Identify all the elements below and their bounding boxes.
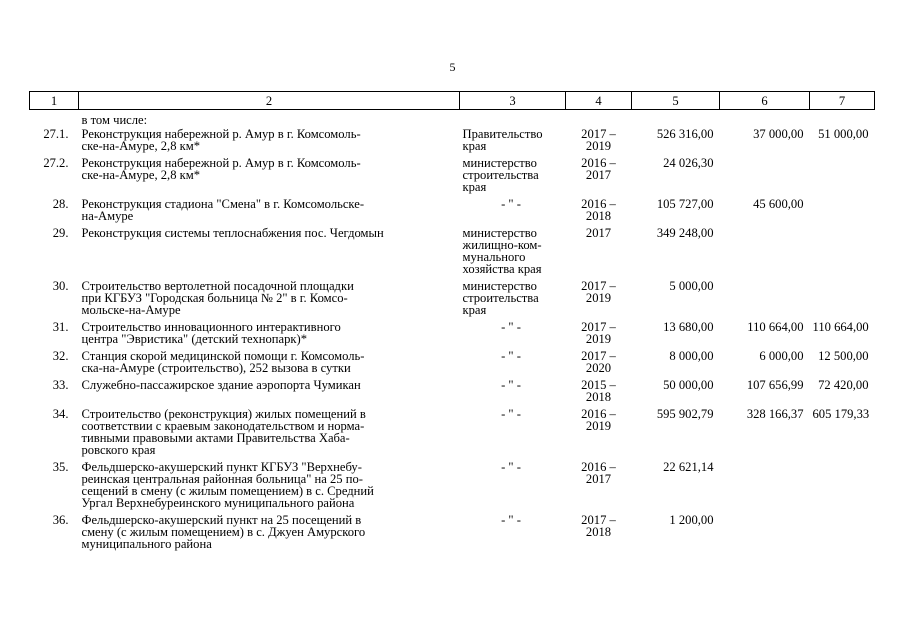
amount-col5: 5 000,00 xyxy=(669,279,714,293)
amount-col6: 328 166,37 xyxy=(746,407,804,421)
table-row xyxy=(30,156,875,197)
amount-col6 xyxy=(720,226,810,279)
executor xyxy=(460,197,566,226)
object-name-line: Фельдшерско-акушерский пункт на 25 посещений в xyxy=(81,513,362,527)
executor-line: края xyxy=(462,180,487,194)
object-name-line: тивными правовыми актами Правительства Хаба- xyxy=(81,431,350,445)
amount-col7: 72 420,00 xyxy=(818,378,869,392)
page-number: 5 xyxy=(449,60,456,74)
table-row xyxy=(30,513,875,554)
amount-col6: 6 000,00 xyxy=(759,349,804,363)
object-name-line: Реконструкция набережной р. Амур в г. Комсомоль- xyxy=(81,156,361,170)
years xyxy=(566,279,632,320)
amount-col5: 105 727,00 xyxy=(656,197,714,211)
header-row xyxy=(30,92,875,110)
executor-line: - " - xyxy=(501,197,521,211)
amount-col5: 13 680,00 xyxy=(663,320,714,334)
object-name-line: Реконструкция системы теплоснабжения пос. Чегдомын xyxy=(81,226,384,240)
years xyxy=(566,156,632,197)
header-cell: 2 xyxy=(79,92,460,110)
table-row xyxy=(30,378,875,407)
amount-col6: 37 000,00 xyxy=(753,127,804,141)
years-line: 2016 – xyxy=(581,407,616,421)
years-line: 2018 xyxy=(585,525,612,539)
object-name xyxy=(79,226,460,279)
years xyxy=(566,197,632,226)
amount-col7: 110 664,00 xyxy=(812,320,869,334)
object-name-line: Строительство инновационного интерактивного xyxy=(81,320,341,334)
amount-col6 xyxy=(720,513,810,554)
executor xyxy=(460,378,566,407)
object-name-line: мольске-на-Амуре xyxy=(81,303,181,317)
years xyxy=(566,460,632,513)
subheading-row xyxy=(30,110,875,128)
amount-col5: 50 000,00 xyxy=(663,378,714,392)
table-header xyxy=(30,92,875,110)
row-number: 27.2. xyxy=(43,156,69,170)
amount-col7 xyxy=(810,460,875,513)
executor-line: - " - xyxy=(501,460,521,474)
subheading: в том числе: xyxy=(81,113,148,127)
object-name-line: соответствии с краевым законодательством и норма- xyxy=(81,419,365,433)
row-number: 31. xyxy=(52,320,69,334)
executor-line: - " - xyxy=(501,320,521,334)
executor-line: министерство xyxy=(462,279,537,293)
amount-col5: 595 902,79 xyxy=(656,407,714,421)
table-row xyxy=(30,226,875,279)
row-number: 33. xyxy=(52,378,69,392)
years-line: 2020 xyxy=(585,361,612,375)
row-number: 34. xyxy=(52,407,69,421)
object-name xyxy=(79,349,460,378)
years xyxy=(566,127,632,156)
executor-line: министерство xyxy=(462,156,537,170)
executor-line: Правительство xyxy=(462,127,543,141)
table-body xyxy=(30,110,875,555)
executor xyxy=(460,320,566,349)
executor-line: мунального xyxy=(462,250,526,264)
amount-col7 xyxy=(810,226,875,279)
table-row xyxy=(30,320,875,349)
years-line: 2017 – xyxy=(581,127,616,141)
object-name-line: Строительство (реконструкция) жилых помещений в xyxy=(81,407,366,421)
executor xyxy=(460,156,566,197)
row-number: 30. xyxy=(52,279,69,293)
object-name-line: центра "Эвристика" (детский технопарк)* xyxy=(81,332,308,346)
header-cell: 7 xyxy=(810,92,875,110)
years-line: 2016 – xyxy=(581,460,616,474)
years-line: 2016 – xyxy=(581,156,616,170)
executor-line: жилищно-ком- xyxy=(462,238,542,252)
table-row xyxy=(30,460,875,513)
amount-col7: 51 000,00 xyxy=(818,127,869,141)
amount-col5: 22 621,14 xyxy=(663,460,714,474)
object-name xyxy=(79,197,460,226)
amount-col5: 24 026,30 xyxy=(663,156,714,170)
years-line: 2019 xyxy=(585,139,612,153)
table-row xyxy=(30,127,875,156)
object-name-line: реинская центральная районная больница" на 25 по- xyxy=(81,472,363,486)
years-line: 2017 xyxy=(585,472,612,486)
object-name-line: Реконструкция стадиона "Смена" в г. Комсомольске- xyxy=(81,197,365,211)
amount-col7 xyxy=(810,279,875,320)
executor-line: - " - xyxy=(501,349,521,363)
amount-col6 xyxy=(720,279,810,320)
object-name-line: Станция скорой медицинской помощи г. Комсомоль- xyxy=(81,349,365,363)
years xyxy=(566,378,632,407)
object-name-line: смену (с жилым помещением) в с. Джуен Амурского xyxy=(81,525,366,539)
years-line: 2019 xyxy=(585,419,612,433)
executor-line: строительства xyxy=(462,291,539,305)
amount-col5: 526 316,00 xyxy=(656,127,714,141)
years xyxy=(566,226,632,279)
table-row xyxy=(30,349,875,378)
row-number: 35. xyxy=(52,460,69,474)
amount-col7: 12 500,00 xyxy=(818,349,869,363)
object-name-line: Служебно-пассажирское здание аэропорта Чумикан xyxy=(81,378,361,392)
amount-col5: 349 248,00 xyxy=(656,226,714,240)
years-line: 2018 xyxy=(585,390,612,404)
executor-line: - " - xyxy=(501,378,521,392)
object-name-line: Фельдшерско-акушерский пункт КГБУЗ "Верхнебу- xyxy=(81,460,362,474)
years-line: 2018 xyxy=(585,209,612,223)
row-number: 28. xyxy=(52,197,69,211)
object-name-line: сещений в смену (с жилым помещением) в с. Средний xyxy=(81,484,374,498)
amount-col6 xyxy=(720,460,810,513)
object-name-line: Реконструкция набережной р. Амур в г. Комсомоль- xyxy=(81,127,361,141)
amount-col6: 45 600,00 xyxy=(753,197,804,211)
row-number: 29. xyxy=(52,226,69,240)
years-line: 2016 – xyxy=(581,197,616,211)
header-cell: 4 xyxy=(566,92,632,110)
executor-line: - " - xyxy=(501,513,521,527)
header-cell: 3 xyxy=(460,92,566,110)
executor-line: строительства xyxy=(462,168,539,182)
object-name-line: Ургал Верхнебуреинского муниципального района xyxy=(81,496,355,510)
object-name-line: ска-на-Амуре (строительство), 252 вызова в сутки xyxy=(81,361,351,375)
object-name xyxy=(79,378,460,407)
table-row xyxy=(30,197,875,226)
table-row xyxy=(30,407,875,460)
amount-col6: 110 664,00 xyxy=(747,320,804,334)
years-line: 2017 – xyxy=(581,513,616,527)
row-number: 32. xyxy=(52,349,69,363)
header-cell: 6 xyxy=(720,92,810,110)
header-cell: 5 xyxy=(632,92,720,110)
years-line: 2017 xyxy=(585,168,612,182)
years-line: 2019 xyxy=(585,291,612,305)
years xyxy=(566,513,632,554)
executor-line: министерство xyxy=(462,226,537,240)
object-name xyxy=(79,320,460,349)
executor xyxy=(460,513,566,554)
executor-line: края xyxy=(462,139,487,153)
object-name-line: при КГБУЗ "Городская больница № 2" в г. Комсо- xyxy=(81,291,348,305)
years xyxy=(566,349,632,378)
executor-line: края xyxy=(462,303,487,317)
object-name xyxy=(79,460,460,513)
executor xyxy=(460,226,566,279)
amount-col7: 605 179,33 xyxy=(812,407,870,421)
object-name xyxy=(79,513,460,554)
amount-col5: 1 200,00 xyxy=(669,513,714,527)
years-line: 2017 xyxy=(585,226,612,240)
years-line: 2015 – xyxy=(581,378,616,392)
years-line: 2017 – xyxy=(581,349,616,363)
amount-col5: 8 000,00 xyxy=(669,349,714,363)
amount-col7 xyxy=(810,513,875,554)
executor xyxy=(460,460,566,513)
amount-col6 xyxy=(720,156,810,197)
years-line: 2019 xyxy=(585,332,612,346)
object-name xyxy=(79,127,460,156)
object-name-line: ровского края xyxy=(81,443,156,457)
object-name-line: муниципального района xyxy=(81,537,212,551)
years-line: 2017 – xyxy=(581,320,616,334)
executor-line: - " - xyxy=(501,407,521,421)
years xyxy=(566,320,632,349)
object-name xyxy=(79,279,460,320)
years xyxy=(566,407,632,460)
amount-col7 xyxy=(810,156,875,197)
objects-table xyxy=(29,91,875,554)
executor xyxy=(460,349,566,378)
object-name-line: ске-на-Амуре, 2,8 км* xyxy=(81,168,201,182)
object-name xyxy=(79,407,460,460)
row-number: 36. xyxy=(52,513,69,527)
object-name-line: ске-на-Амуре, 2,8 км* xyxy=(81,139,201,153)
object-name-line: на-Амуре xyxy=(81,209,134,223)
executor xyxy=(460,279,566,320)
object-name xyxy=(79,156,460,197)
object-name-line: Строительство вертолетной посадочной площадки xyxy=(81,279,354,293)
executor xyxy=(460,407,566,460)
executor-line: хозяйства края xyxy=(462,262,542,276)
header-cell: 1 xyxy=(30,92,79,110)
amount-col6: 107 656,99 xyxy=(746,378,804,392)
row-number: 27.1. xyxy=(43,127,69,141)
table-row xyxy=(30,279,875,320)
years-line: 2017 – xyxy=(581,279,616,293)
amount-col7 xyxy=(810,197,875,226)
executor xyxy=(460,127,566,156)
